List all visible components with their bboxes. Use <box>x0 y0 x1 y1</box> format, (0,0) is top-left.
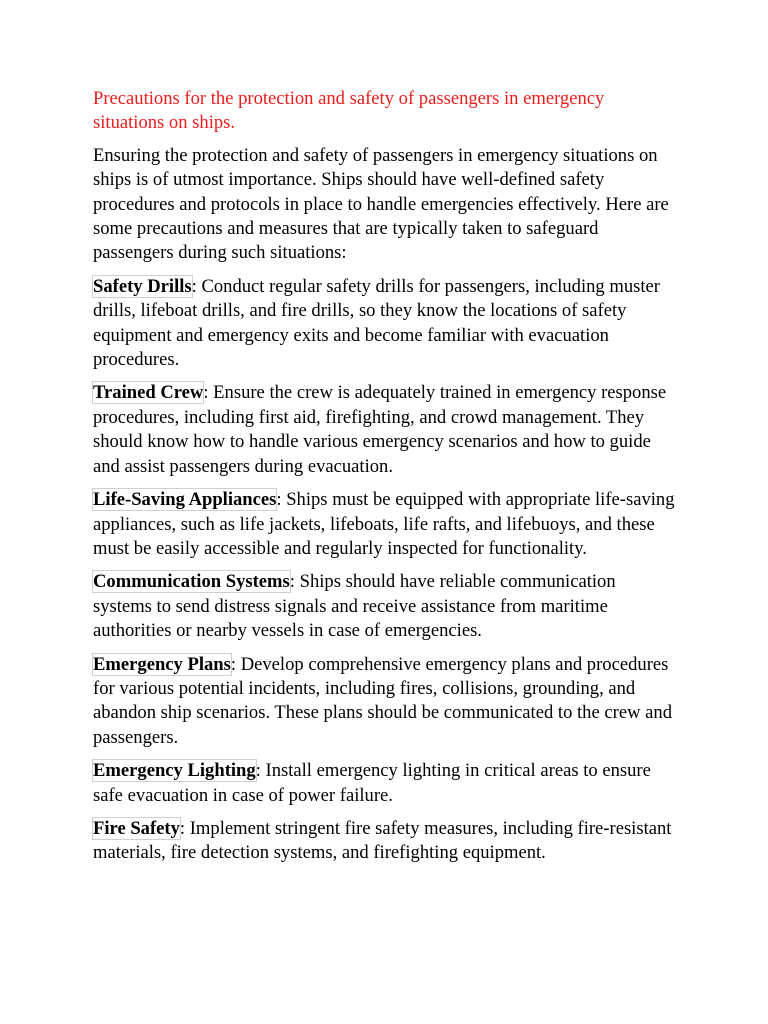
section-term: Communication Systems <box>93 571 290 593</box>
section-term: Emergency Plans <box>93 653 231 675</box>
section-term: Safety Drills <box>93 275 192 297</box>
section-term: Fire Safety <box>93 817 180 839</box>
section-safety-drills <box>93 275 678 373</box>
section-text: : Install emergency lighting in critical areas to ensure safe evacuation in case of power failure. <box>93 760 651 806</box>
section-emergency-lighting <box>93 759 678 808</box>
section-text: : Ensure the crew is adequately trained in emergency response procedures, including first aid, firefighting, and crowd management. They should know how to handle various emergency scenarios and how to guide and assist passengers during evacuation. <box>93 382 667 477</box>
intro-paragraph: Ensuring the protection and safety of passengers in emergency situations on ships is of utmost importance. Ships should have well-defined safety procedures and protocols in place to handle emergencies effectively. Here are some precautions and measures that are typically taken to safeguard passengers during such situations: <box>93 144 669 264</box>
section-text: : Ships should have reliable communication systems to send distress signals and receive assistance from maritime authorities or nearby vessels in case of emergencies. <box>93 571 616 642</box>
section-life-saving-appliances <box>93 488 678 561</box>
section-trained-crew <box>93 381 678 479</box>
section-term: Life-Saving Appliances <box>93 489 277 511</box>
section-text: : Develop comprehensive emergency plans and procedures for various potential incidents, including fires, collisions, grounding, and abandon ship scenarios. These plans should be communicated to the crew and passengers. <box>93 653 673 748</box>
section-emergency-plans <box>93 653 678 751</box>
section-fire-safety <box>93 817 678 866</box>
section-text: : Conduct regular safety drills for passengers, including muster drills, lifeboat drills, and fire drills, so they know the locations of safety equipment and emergency exits and become familiar with evacuation procedures. <box>93 275 660 371</box>
section-text: : Implement stringent fire safety measures, including fire-resistant materials, fire detection systems, and firefighting equipment. <box>93 817 672 864</box>
section-text: : Ships must be equipped with appropriate life-saving appliances, such as life jackets, lifeboats, life rafts, and lifebuoys, and these must be easily accessible and regularly inspected for functionality. <box>93 489 675 559</box>
section-term: Trained Crew <box>93 382 204 404</box>
document-title: Precautions for the protection and safety of passengers in emergency situations on ships. <box>93 88 605 134</box>
section-communication-systems <box>93 570 678 643</box>
section-term: Emergency Lighting <box>93 760 256 782</box>
